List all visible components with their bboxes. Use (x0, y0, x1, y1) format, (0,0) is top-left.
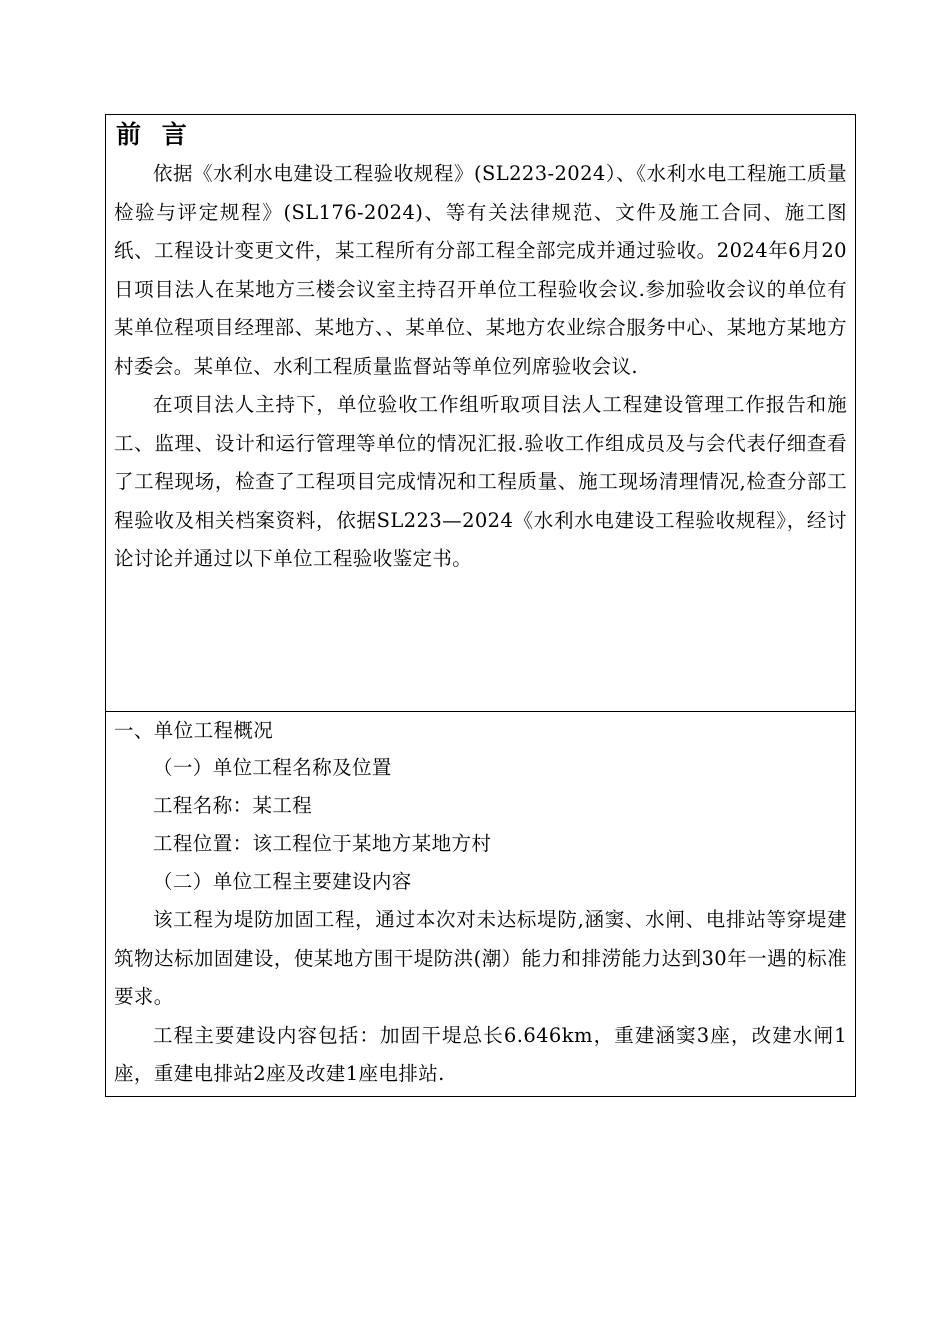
content-paragraph-1: 该工程为堤防加固工程，通过本次对未达标堤防,涵窦、水闸、电排站等穿堤建筑物达标加固建设，使某地方围干堤防洪(潮）能力和排涝能力达到30年一遇的标准要求。 (114, 908, 847, 1008)
overview-cell (106, 712, 855, 1096)
content-paragraph-2: 工程主要建设内容包括：加固干堤总长6.646km，重建涵窦3座，改建水闸1座，重建电排站2座及改建1座电排站. (114, 1023, 847, 1085)
project-location-line: 工程位置：该工程位于某地方某地方村 (153, 832, 492, 855)
preface-title: 前 言 (116, 120, 193, 149)
section-heading-overview: 一、单位工程概况 (114, 719, 274, 742)
preface-paragraph-1: 依据《水利水电建设工程验收规程》(SL223-2024）、《水利水电工程施工质量检验与评定规程》(SL176-2024)、等有关法律规范、文件及施工合同、施工图纸、工程设计变更文件，某工程所有分部工程全部完成并通过验收。2024年6月20日项目法人在某地方三楼会议室主持召开单位工程验收会议.参加验收会议的单位有某单位程项目经理部、某地方、、某单位、某地方农业综合服务中心、某地方某地方村委会。某单位、水利工程质量监督站等单位列席验收会议. (114, 162, 847, 378)
subsection-heading-main-content: （二）单位工程主要建设内容 (153, 870, 412, 893)
document-table (105, 114, 856, 1097)
preface-cell (106, 115, 855, 712)
subsection-heading-name-location: （一）单位工程名称及位置 (153, 756, 392, 779)
project-name-line: 工程名称：某工程 (153, 794, 313, 817)
preface-paragraph-2: 在项目法人主持下，单位验收工作组听取项目法人工程建设管理工作报告和施工、监理、设计和运行管理等单位的情况汇报.验收工作组成员及与会代表仔细查看了工程现场，检查了工程项目完成情况和工程质量、施工现场清理情况,检查分部工程验收及相关档案资料，依据SL223—2024《水利水电建设工程验收规程》，经讨论讨论并通过以下单位工程验收鉴定书。 (114, 393, 847, 570)
